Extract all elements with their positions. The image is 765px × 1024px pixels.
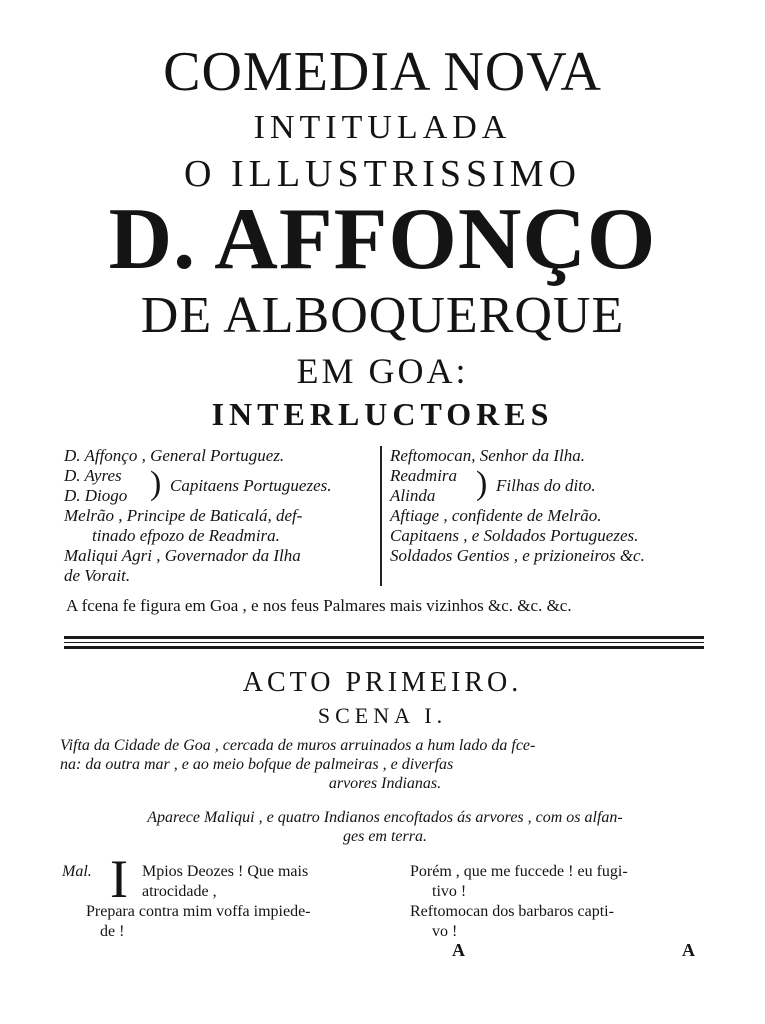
- scene-setting-note: A fcena fe figura em Goa , e nos feus Palmares mais vizinhos &c. &c. &c.: [66, 596, 572, 615]
- cast-name: Readmira: [390, 466, 458, 485]
- title-line-intitulada: INTITULADA: [253, 109, 512, 146]
- cast-entry-continuation: tinado efpozo de Readmira.: [92, 526, 280, 545]
- divider-rule-bottom: [64, 646, 704, 649]
- cast-entry: Maliqui Agri , Governador da Ilha: [64, 546, 301, 565]
- drop-capital: I: [110, 849, 128, 909]
- cast-entry-continuation: de Vorait.: [64, 566, 131, 585]
- cast-entry: Melrão , Principe de Baticalá, def-: [64, 506, 303, 525]
- title-line-em-goa: EM GOA:: [296, 351, 469, 391]
- stage-direction-entrance: [60, 808, 710, 846]
- speaker-label: Mal.: [62, 863, 92, 880]
- stage-direction-line: ges em terra.: [343, 828, 427, 845]
- verse-line: de !: [100, 923, 125, 940]
- column-divider: [380, 446, 382, 586]
- interluctores-heading: INTERLUCTORES: [211, 396, 554, 432]
- catchword-right: A: [682, 940, 695, 960]
- brace-glyph: ): [150, 465, 162, 502]
- cast-role: Capitaens Portuguezes.: [170, 476, 332, 495]
- scene-heading: SCENA I.: [317, 703, 448, 728]
- act-heading: ACTO PRIMEIRO.: [242, 667, 523, 698]
- verse-line: Reftomocan dos barbaros capti-: [410, 903, 614, 920]
- cast-list-left: [64, 446, 374, 586]
- title-line-alboquerque: DE ALBOQUERQUE: [140, 287, 625, 344]
- cast-list-right: [390, 446, 720, 566]
- cast-entry-group: [64, 466, 374, 506]
- verse-line: vo !: [432, 923, 458, 940]
- cast-name: Alinda: [390, 486, 436, 505]
- cast-entry: Aftiage , confidente de Melrão.: [390, 506, 602, 525]
- cast-entry: D. Affonço , General Portuguez.: [64, 446, 285, 465]
- cast-role: Filhas do dito.: [496, 476, 596, 495]
- verse-line: Prepara contra mim voffa impiede-: [86, 903, 311, 920]
- verse-line: atrocidade ,: [142, 883, 217, 900]
- stage-direction-line: Aparece Maliqui , e quatro Indianos encoftados ás arvores , com os alfan-: [147, 809, 623, 826]
- cast-name: D. Diogo: [64, 486, 128, 505]
- title-line-affonco: D. AFFONÇO: [108, 191, 657, 288]
- verse-line: Mpios Deozes ! Que mais: [142, 863, 309, 880]
- verse-line: tivo !: [432, 883, 467, 900]
- cast-entry: Capitaens , e Soldados Portuguezes.: [390, 526, 639, 545]
- cast-entry: Reftomocan, Senhor da Ilha.: [390, 446, 585, 465]
- stage-direction-setting: [60, 736, 710, 793]
- brace-glyph: ): [476, 465, 488, 502]
- cast-entry-group: [390, 466, 720, 506]
- title-line-illustrissimo: O ILLUSTRISSIMO: [184, 153, 581, 195]
- divider-rule-middle: [64, 642, 704, 643]
- verse-line: Porém , que me fuccede ! eu fugi-: [410, 863, 628, 880]
- catchword-left: A: [452, 940, 465, 960]
- stage-direction-line: arvores Indianas.: [328, 775, 442, 792]
- cast-entry: Soldados Gentios , e prizioneiros &c.: [390, 546, 645, 565]
- stage-direction-line: Vifta da Cidade de Goa , cercada de muros arruinados a hum lado da fce-: [60, 737, 536, 754]
- title-line-comedia-nova: COMEDIA NOVA: [163, 41, 602, 103]
- divider-rule-top: [64, 636, 704, 639]
- cast-name: D. Ayres: [64, 466, 122, 485]
- stage-direction-line: na: da outra mar , e ao meio bofque de palmeiras , e diverfas: [60, 756, 454, 773]
